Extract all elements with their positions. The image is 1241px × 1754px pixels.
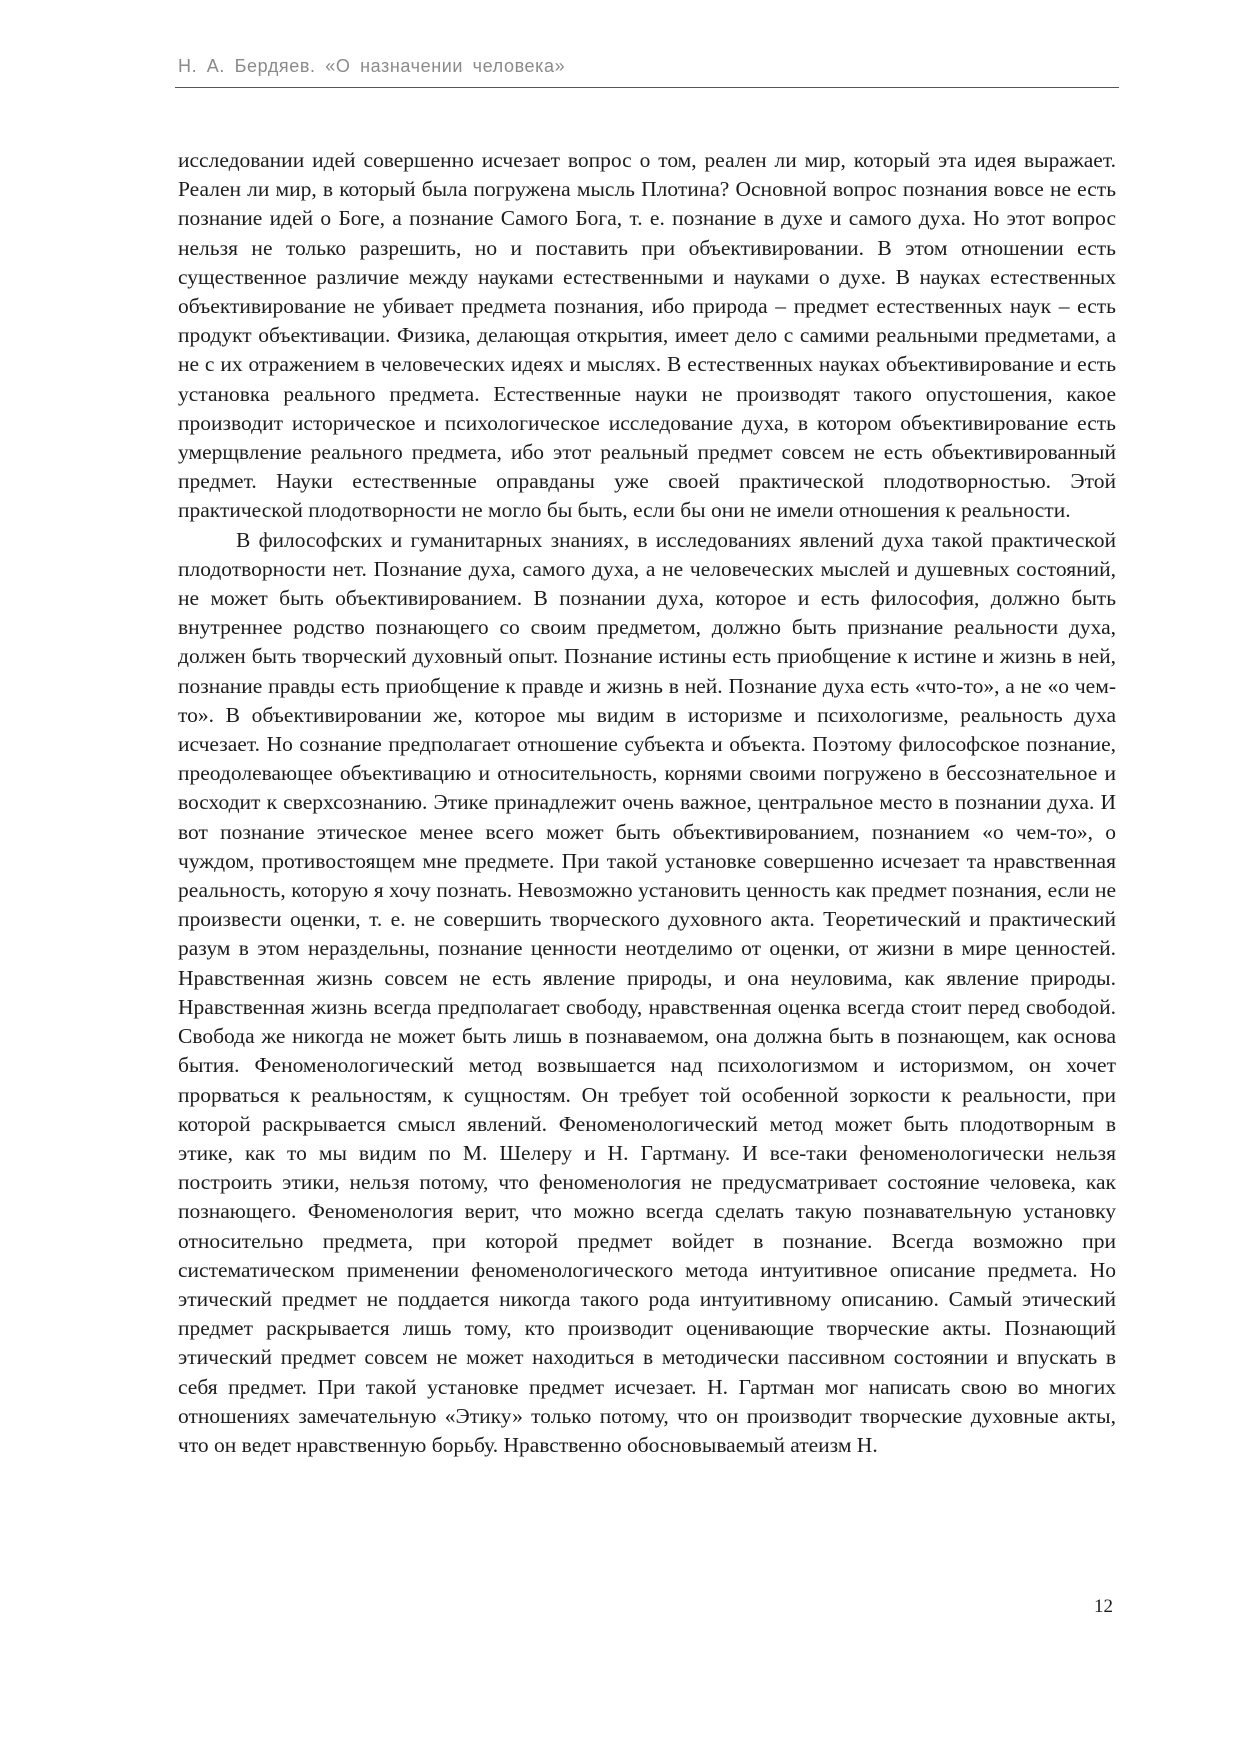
page-body <box>178 146 1116 1460</box>
running-header-title: Н. А. Бердяев. «О назначении человека» <box>178 56 566 76</box>
header-divider <box>175 87 1119 88</box>
paragraph-continued: исследовании идей совершенно исчезает вопрос о том, реален ли мир, который эта идея выражает. Реален ли мир, в который была погружена мысль Плотина? Основной вопрос познания вовсе не есть познание идей о Боге, а познание Самого Бога, т. е. познание в духе и самого духа. Но этот вопрос нельзя не только разрешить, но и поставить при объективировании. В этом отношении есть существенное различие между науками естественными и науками о духе. В науках естественных объективирование не убивает предмета познания, ибо природа – предмет естественных наук – есть продукт объективации. Физика, делающая открытия, имеет дело с самими реальными предметами, а не с их отражением в человеческих идеях и мыслях. В естественных науках объективирование и есть установка реального предмета. Естественные науки не производят такого опустошения, какое производит историческое и психологическое исследование духа, в котором объективирование есть умерщвление реального предмета, ибо этот реальный предмет совсем не есть объективированный предмет. Науки естественные оправданы уже своей практической плодотворностью. Этой практической плодотворности не могло бы быть, если бы они не имели отношения к реальности. <box>178 148 1116 523</box>
paragraph: В философских и гуманитарных знаниях, в исследованиях явлений духа такой практической плодотворности нет. Познание духа, самого духа, а не человеческих мыслей и душевных состояний, не может быть объективированием. В познании духа, которое и есть философия, должно быть внутреннее родство познающего со своим предметом, должно быть признание реальности духа, должен быть творческий духовный опыт. Познание истины есть приобщение к истине и жизнь в ней, познание правды есть приобщение к правде и жизнь в ней. Познание духа есть «что-то», а не «о чем-то». В объективировании же, которое мы видим в историзме и психологизме, реальность духа исчезает. Но сознание предполагает отношение субъекта и объекта. Поэтому философское познание, преодолевающее объективацию и относительность, корнями своими погружено в бессознательное и восходит к сверхсознанию. Этике принадлежит очень важное, центральное место в познании духа. И вот познание этическое менее всего может быть объективированием, познанием «о чем-то», о чуждом, противостоящем мне предмете. При такой установке совершенно исчезает та нравственная реальность, которую я хочу познать. Невозможно установить ценность как предмет познания, если не произвести оценки, т. е. не совершить творческого духовного акта. Теоретический и практический разум в этом нераздельны, познание ценности неотделимо от оценки, от жизни в мире ценностей. Нравственная жизнь совсем не есть явление природы, и она неуловима, как явление природы. Нравственная жизнь всегда предполагает свободу, нравственная оценка всегда стоит перед свободой. Свобода же никогда не может быть лишь в познаваемом, она должна быть в познающем, как основа бытия. Феноменологический метод возвышается над психологизмом и историзмом, он хочет прорваться к реальностям, к сущностям. Он требует той особенной зоркости к реальности, при которой раскрывается смысл явлений. Феноменологический метод может быть плодотворным в этике, как то мы видим по М. Шелеру и Н. Гартману. И все-таки феноменологически нельзя построить этики, нельзя потому, что феноменология не предусматривает состояние человека, как познающего. Феноменология верит, что можно всегда сделать такую познавательную установку относительно предмета, при которой предмет войдет в познание. Всегда возможно при систематическом применении феноменологического метода интуитивное описание предмета. Но этический предмет не поддается никогда такого рода интуитивному описанию. Самый этический предмет раскрывается лишь тому, кто производит оценивающие творческие акты. Познающий этический предмет совсем не может находиться в методически пассивном состоянии и впускать в себя предмет. При такой установке предмет исчезает. Н. Гартман мог написать свою во многих отношениях замечательную «Этику» только потому, что он производит творческие духовные акты, что он ведет нравственную борьбу. Нравственно обосновываемый атеизм Н. <box>178 527 1116 1457</box>
page-number: 12 <box>1094 1596 1113 1617</box>
